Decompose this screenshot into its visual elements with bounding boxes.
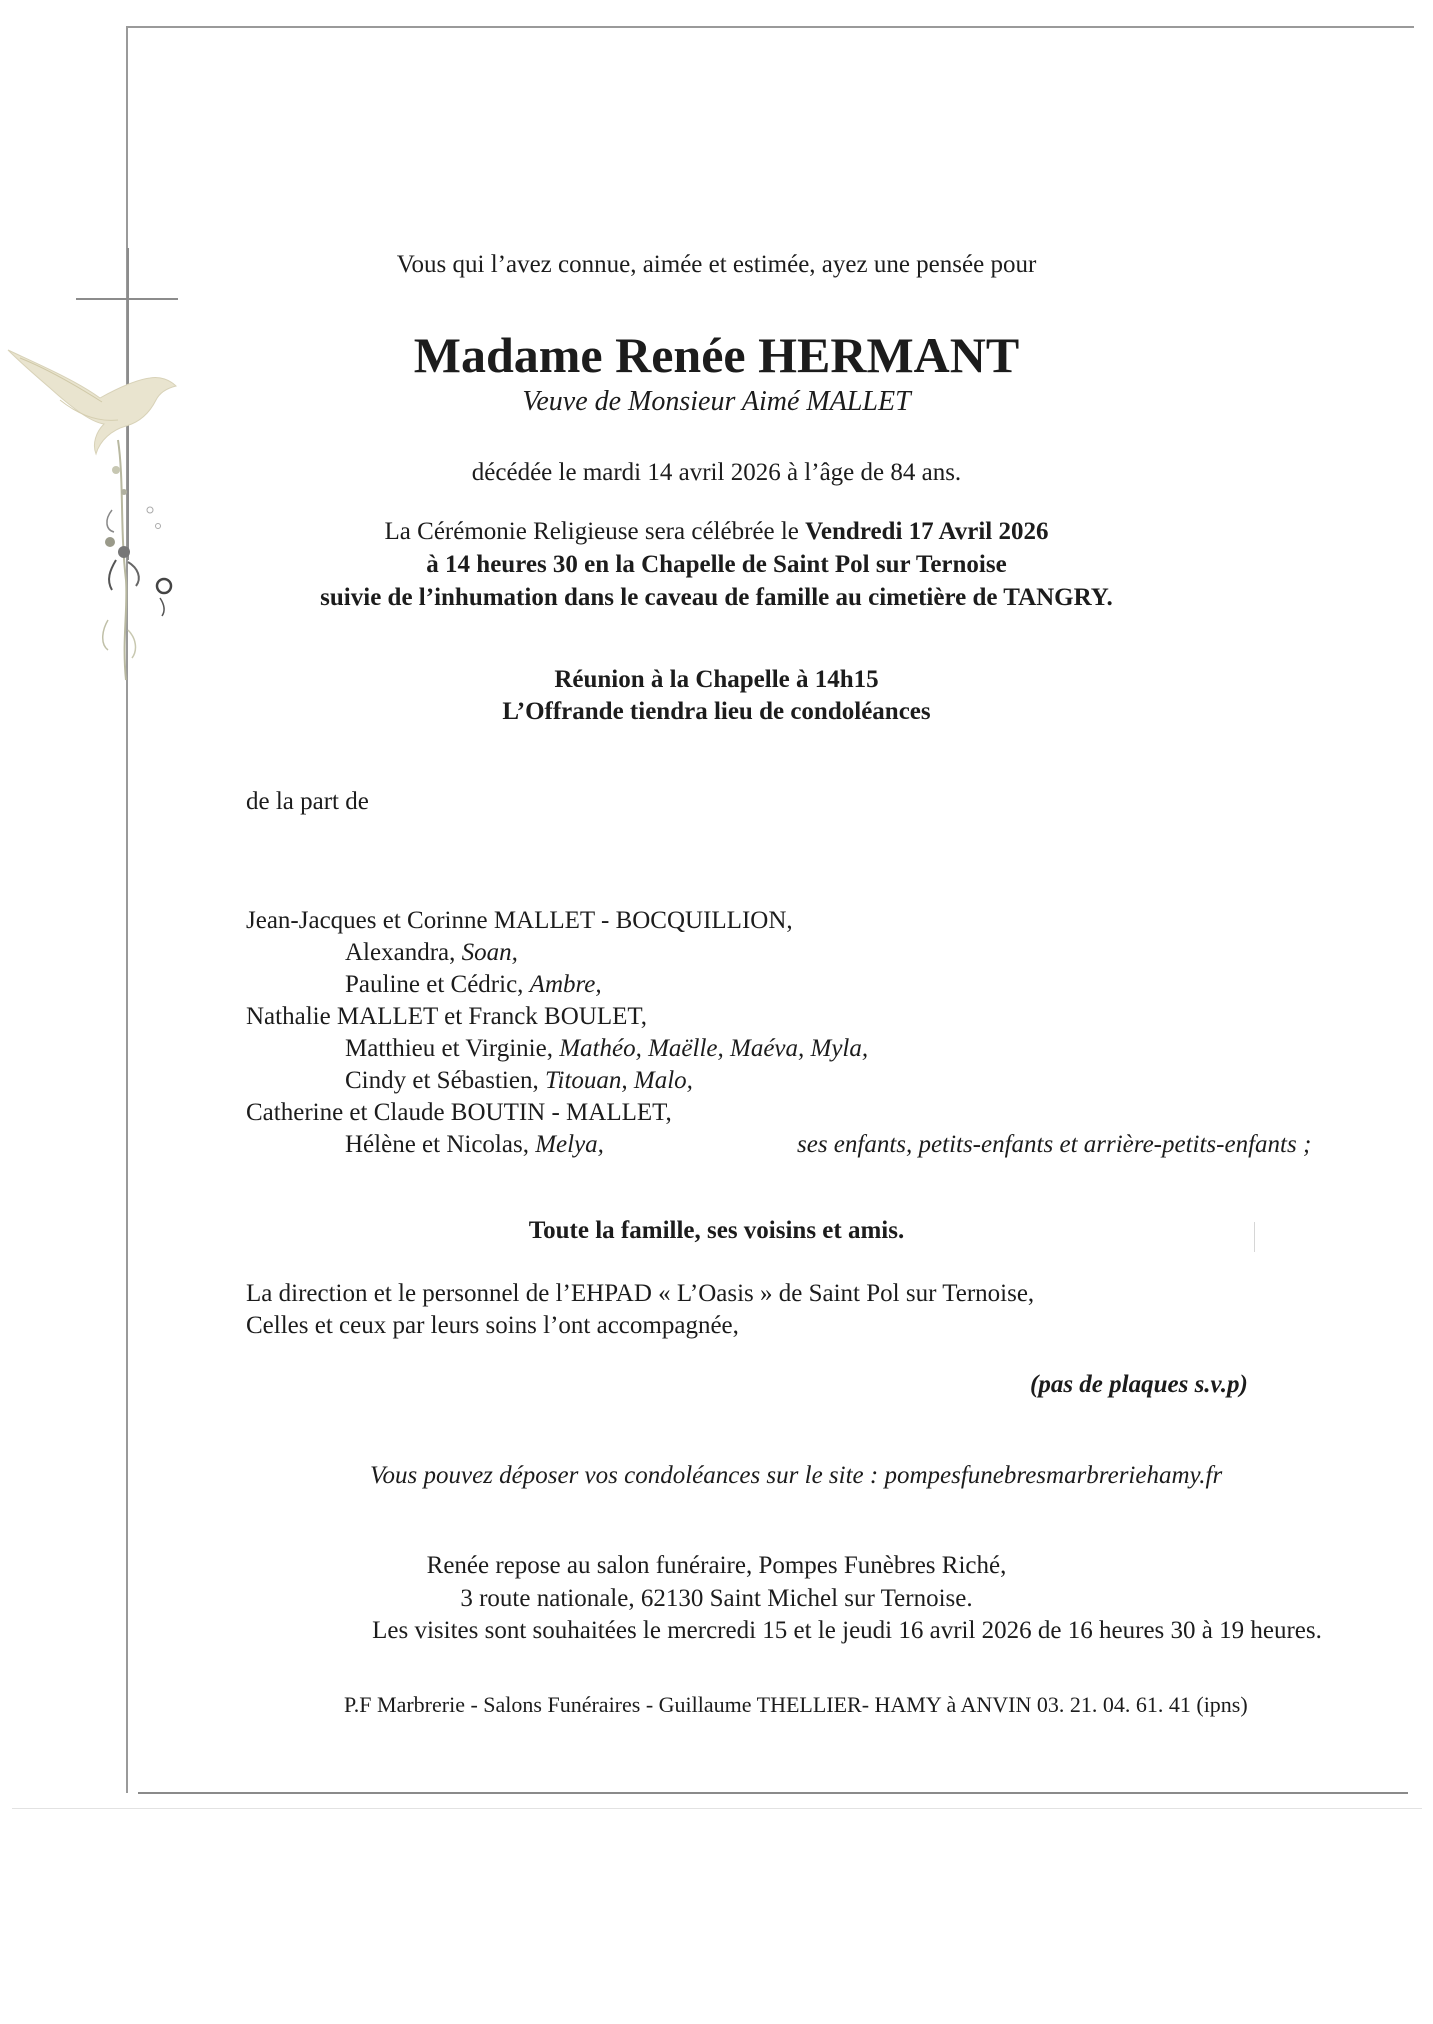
deceased-name: Madame Renée HERMANT — [413, 327, 1020, 383]
all-family: Toute la famille, ses voisins et amis. — [528, 1217, 905, 1244]
family-children: Titouan, Malo, — [544, 1067, 693, 1094]
intro-text: Vous qui l’avez connue, aimée et estimée, ayez une pensée pour — [396, 251, 1037, 278]
border-bottom — [138, 1792, 1408, 1794]
family-line: Catherine et Claude BOUTIN - MALLET, — [246, 1099, 672, 1126]
repose-line-3: Les visites sont souhaitées le mercredi 15 et le jeudi 16 avril 2026 de 16 heures 30 à 19 heures. — [372, 1617, 1322, 1644]
ceremony-date: Vendredi 17 Avril 2026 — [805, 518, 1049, 545]
repose-line-2: 3 route nationale, 62130 Saint Michel sur Ternoise. — [460, 1585, 973, 1612]
no-plaques-note: (pas de plaques s.v.p) — [1030, 1371, 1248, 1398]
family-member: Cindy et Sébastien, — [345, 1067, 545, 1094]
family-line — [345, 1034, 868, 1064]
scan-edge-line — [12, 1808, 1422, 1809]
ehpad-line-1: La direction et le personnel de l’EHPAD « L’Oasis » de Saint Pol sur Ternoise, — [246, 1280, 1035, 1307]
ceremony-line-2: à 14 heures 30 en la Chapelle de Saint Pol sur Ternoise — [426, 551, 1007, 578]
family-children: Melya, — [535, 1131, 604, 1158]
family-line: Jean-Jacques et Corinne MALLET - BOCQUILLION, — [246, 907, 793, 934]
family-children: Mathéo, Maëlle, Maéva, Myla, — [559, 1035, 869, 1062]
condolences-website: Vous pouvez déposer vos condoléances sur le site : pompesfunebresmarbreriehamy.fr — [370, 1462, 1223, 1489]
family-relation: ses enfants, petits-enfants et arrière-petits-enfants ; — [797, 1131, 1312, 1158]
family-children: Ambre, — [529, 971, 602, 998]
death-line: décédée le mardi 14 avril 2026 à l’âge de 84 ans. — [471, 459, 962, 486]
family-member: Alexandra, — [345, 939, 462, 966]
ceremony-line-1 — [0, 517, 1433, 547]
family-line: Nathalie MALLET et Franck BOULET, — [246, 1003, 648, 1030]
family-member: Pauline et Cédric, — [345, 971, 530, 998]
ceremony-intro: La Cérémonie Religieuse sera célébrée le — [384, 518, 806, 545]
from-label: de la part de — [246, 788, 369, 815]
gathering-line-2: L’Offrande tiendra lieu de condoléances — [502, 698, 931, 725]
repose-line-1: Renée repose au salon funéraire, Pompes Funèbres Riché, — [426, 1552, 1007, 1579]
border-top — [126, 26, 1414, 28]
widow-of: Veuve de Monsieur Aimé MALLET — [522, 386, 911, 417]
family-line — [345, 1066, 693, 1096]
family-line — [345, 1130, 604, 1160]
family-member: Hélène et Nicolas, — [345, 1131, 536, 1158]
family-line — [345, 970, 602, 1000]
gathering-line-1: Réunion à la Chapelle à 14h15 — [554, 666, 879, 693]
family-children: Soan, — [461, 939, 518, 966]
family-member: Matthieu et Virginie, — [345, 1035, 560, 1062]
ehpad-line-2: Celles et ceux par leurs soins l’ont accompagnée, — [246, 1312, 739, 1339]
funeral-home-footer: P.F Marbrerie - Salons Funéraires - Guillaume THELLIER- HAMY à ANVIN 03. 21. 04. 61. 41 (ipns) — [344, 1692, 1248, 1717]
family-line — [345, 938, 518, 968]
ceremony-line-3: suivie de l’inhumation dans le caveau de famille au cimetière de TANGRY. — [320, 584, 1113, 611]
